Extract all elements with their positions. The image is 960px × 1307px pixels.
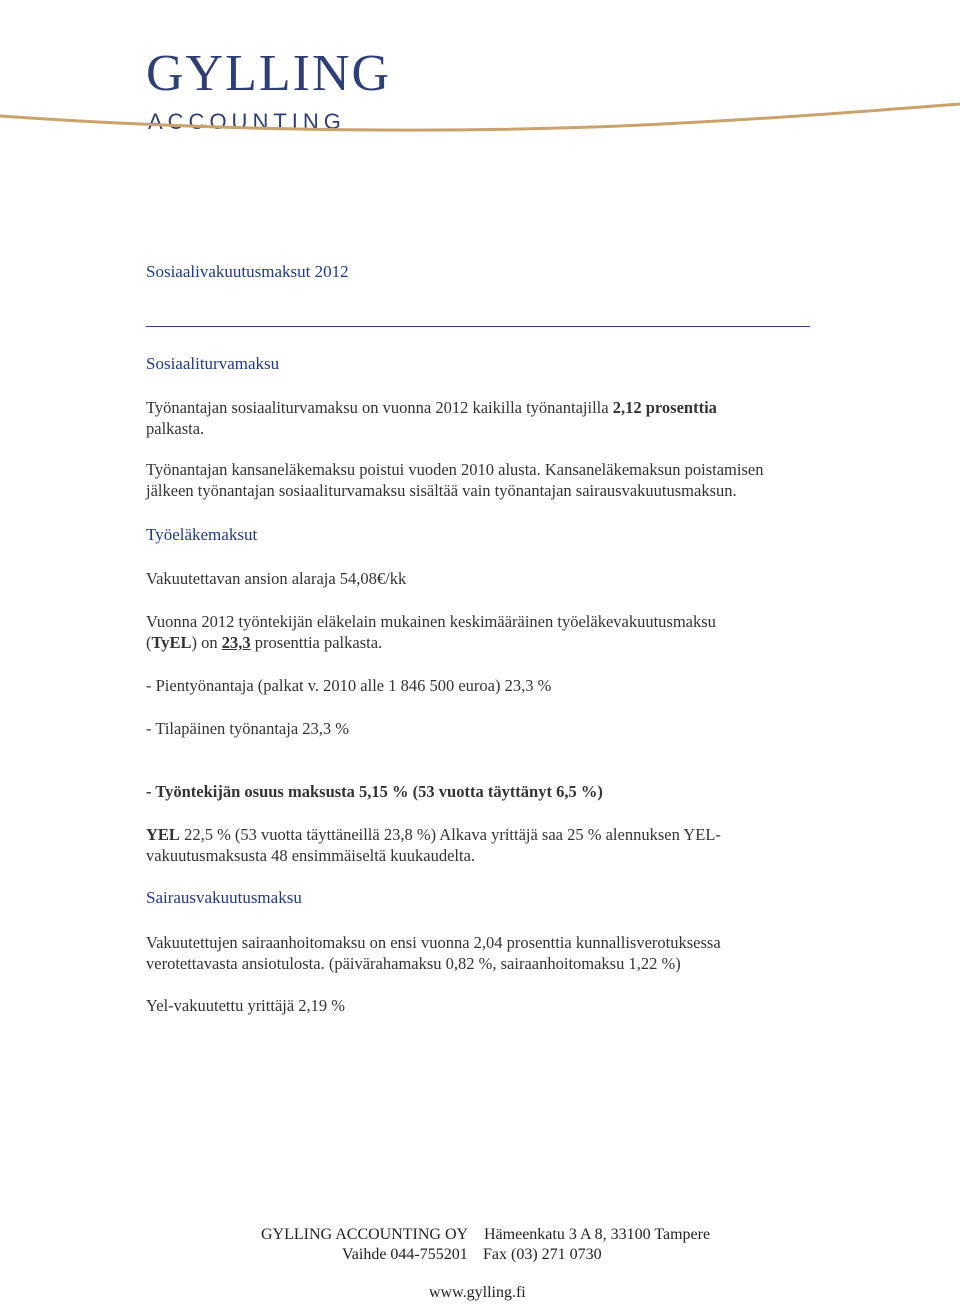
footer-website-link[interactable]: www.gylling.fi bbox=[429, 1284, 526, 1301]
text-line: vakuutusmaksusta 48 ensimmäiseltä kuukaudelta. bbox=[146, 846, 476, 865]
paragraph-yel bbox=[146, 824, 721, 866]
paragraph-sosiaaliturvamaksu-rate bbox=[146, 397, 717, 439]
text-line: verotettavasta ansiotulosta. (päivärahamaksu 0,82 %, sairaanhoitomaksu 1,22 %) bbox=[146, 954, 681, 973]
text-line: Vakuutettujen sairaanhoitomaksu on ensi vuonna 2,04 prosenttia kunnallisverotuksessa bbox=[146, 933, 721, 952]
text-line: Työnantajan kansaneläkemaksu poistui vuoden 2010 alusta. Kansaneläkemaksun poistamisen bbox=[146, 460, 764, 479]
logo-main-text: GYLLING bbox=[146, 45, 392, 102]
paragraph-tyel bbox=[146, 611, 716, 653]
logo-sub-text: ACCOUNTING bbox=[148, 109, 346, 134]
rate-bold: 2,12 prosenttia bbox=[612, 398, 717, 417]
yel-bold: YEL bbox=[146, 825, 180, 844]
paragraph-tilapainen: - Tilapäinen työnantaja 23,3 % bbox=[146, 719, 350, 738]
heading-sosiaaliturvamaksu: Sosiaaliturvamaksu bbox=[146, 354, 280, 373]
text-segment: ( bbox=[146, 633, 152, 652]
text-segment: palkasta. bbox=[146, 419, 205, 438]
text-segment: prosenttia palkasta. bbox=[250, 633, 383, 652]
paragraph-tyontekijan-osuus bbox=[146, 781, 603, 802]
footer-phone: Vaihde 044-755201 bbox=[342, 1246, 468, 1263]
tyel-bold: TyEL bbox=[151, 633, 192, 652]
page-title: Sosiaalivakuutusmaksut 2012 bbox=[146, 262, 349, 281]
paragraph-sairaanhoitomaksu bbox=[146, 932, 721, 974]
paragraph-pientyonantaja: - Pientyönantaja (palkat v. 2010 alle 1 846 500 euroa) 23,3 % bbox=[146, 676, 552, 695]
tyel-rate: 23,3 bbox=[221, 633, 251, 652]
heading-sairausvakuutusmaksu: Sairausvakuutusmaksu bbox=[146, 888, 302, 907]
footer-address: Hämeenkatu 3 A 8, 33100 Tampere bbox=[484, 1226, 711, 1243]
paragraph-yel-yrittaja: Yel-vakuutettu yrittäjä 2,19 % bbox=[146, 996, 346, 1015]
heading-tyoelakemaksut: Työeläkemaksut bbox=[146, 525, 258, 544]
text-segment: ) on bbox=[191, 633, 222, 652]
text-segment: Työnantajan sosiaaliturvamaksu on vuonna 2012 kaikilla työnantajilla bbox=[146, 398, 613, 417]
bold-line: - Työntekijän osuus maksusta 5,15 % (53 vuotta täyttänyt 6,5 %) bbox=[146, 782, 603, 801]
text-segment: 22,5 % (53 vuotta täyttäneillä 23,8 %) Alkava yrittäjä saa 25 % alennuksen YEL- bbox=[179, 825, 721, 844]
footer-fax: Fax (03) 271 0730 bbox=[483, 1246, 602, 1263]
title-rule bbox=[146, 326, 810, 327]
text-line: Vuonna 2012 työntekijän eläkelain mukainen keskimääräinen työeläkevakuutusmaksu bbox=[146, 612, 716, 631]
paragraph-kansanelakemaksu bbox=[146, 459, 763, 501]
logo-swoosh bbox=[0, 100, 960, 140]
paragraph-ansion-alaraja: Vakuutettavan ansion alaraja 54,08€/kk bbox=[146, 569, 407, 588]
text-line: jälkeen työnantajan sosiaaliturvamaksu sisältää vain työnantajan sairausvakuutusmaksun. bbox=[146, 481, 737, 500]
footer-company: GYLLING ACCOUNTING OY bbox=[261, 1226, 469, 1243]
